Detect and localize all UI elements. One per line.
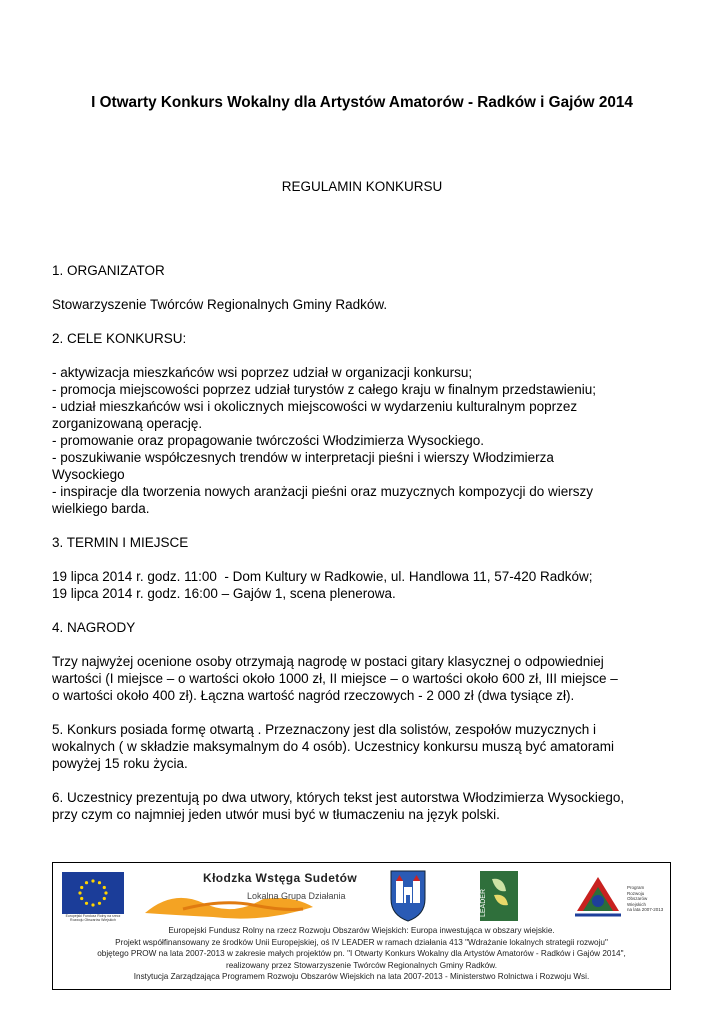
kws-title: Kłodzka Wstęga Sudetów xyxy=(203,871,358,885)
section-2-line: - aktywizacja mieszkańców wsi poprzez udział w organizacji konkursu; xyxy=(52,365,473,380)
section-5-line: 5. Konkurs posiada formę otwartą . Przeznaczony jest dla solistów, zespołów muzycznych i xyxy=(52,722,596,737)
section-4-line: Trzy najwyżej ocenione osoby otrzymają nagrodę w postaci gitary klasycznej o odpowiedniej xyxy=(52,654,604,669)
prow-caption: Program Rozwoju Obszarów Wiejskich na lata 2007-2013 xyxy=(627,885,664,912)
funding-line: Instytucja Zarządzająca Programem Rozwoju Obszarów Wiejskich na lata 2007-2013 - Ministerstwo Rolnictwa i Rozwoju Wsi. xyxy=(133,972,590,982)
eu-flag-icon xyxy=(62,872,124,914)
funding-line: realizowany przez Stowarzyszenie Twórców Regionalnych Gminy Radków. xyxy=(225,960,498,970)
kws-subtitle: Lokalna Grupa Działania xyxy=(247,891,346,901)
section-2-line: - poszukiwanie współczesnych trendów w interpretacji pieśni i wierszy Włodzimierza xyxy=(52,450,554,465)
section-2-heading: 2. CELE KONKURSU: xyxy=(52,331,187,346)
funding-line: Projekt współfinansowany ze środków Unii Europejskiej, oś IV LEADER w ramach działania 413 "Wdrażanie lokalnych strategii rozwoju" xyxy=(115,937,608,947)
section-2-line: zorganizowaną operację. xyxy=(52,416,203,431)
section-1-heading: 1. ORGANIZATOR xyxy=(52,263,165,278)
section-2-line: - udział mieszkańców wsi i okolicznych miejscowości w wydarzeniu kulturalnym poprzez xyxy=(52,399,578,414)
section-2-line: - promocja miejscowości poprzez udział turystów z całego kraju w finalnym przedstawieniu; xyxy=(52,382,596,397)
funding-footer xyxy=(52,862,671,990)
section-3-line: 19 lipca 2014 r. godz. 11:00 - Dom Kultury w Radkowie, ul. Handlowa 11, 57-420 Radków; xyxy=(52,569,593,584)
section-4-line: o wartości około 400 zł). Łączna wartość nagród rzeczowych - 2 000 zł (dwa tysiące zł). xyxy=(52,688,575,703)
footer-logos xyxy=(53,863,670,925)
funding-text xyxy=(53,925,670,983)
eu-caption: Europejski Fundusz Rolny na rzecz Rozwoju Obszarów Wiejskich xyxy=(65,914,121,922)
prow-logo-icon xyxy=(573,871,623,921)
leader-text: LEADER xyxy=(480,888,487,917)
section-4-line: wartości (I miejsce – o wartości około 1000 zł, II miejsce – o wartości około 600 zł, III miejsce – xyxy=(52,671,618,686)
section-3-line: 19 lipca 2014 r. godz. 16:00 – Gajów 1, scena plenerowa. xyxy=(52,586,396,601)
radkow-crest-icon xyxy=(389,869,427,923)
document-title: I Otwarty Konkurs Wokalny dla Artystów Amatorów - Radków i Gajów 2014 xyxy=(91,94,633,111)
kws-logo xyxy=(143,869,373,925)
section-6-line: 6. Uczestnicy prezentują po dwa utwory, których tekst jest autorstwa Włodzimierza Wysockiego, xyxy=(52,790,625,805)
section-2-line: wielkiego barda. xyxy=(52,501,150,516)
section-2-line: Wysockiego xyxy=(52,467,125,482)
section-2-line: - inspiracje dla tworzenia nowych aranżacji pieśni oraz muzycznych kompozycji do wierszy xyxy=(52,484,593,499)
section-6-line: przy czym co najmniej jeden utwór musi być w tłumaczeniu na język polski. xyxy=(52,807,500,822)
section-1-text: Stowarzyszenie Twórców Regionalnych Gminy Radków. xyxy=(52,297,388,312)
section-5-line: powyżej 15 roku życia. xyxy=(52,756,188,771)
document-subtitle: REGULAMIN KONKURSU xyxy=(281,179,443,194)
section-5-line: wokalnych ( w składzie maksymalnym do 4 osób). Uczestnicy konkursu muszą być amatorami xyxy=(52,739,614,754)
section-2-line: - promowanie oraz propagowanie twórczości Włodzimierza Wysockiego. xyxy=(52,433,485,448)
regulations-body xyxy=(52,262,677,823)
section-4-heading: 4. NAGRODY xyxy=(52,620,136,635)
section-3-heading: 3. TERMIN I MIEJSCE xyxy=(52,535,189,550)
funding-line: Europejski Fundusz Rolny na rzecz Rozwoju Obszarów Wiejskich: Europa inwestująca w obszary wiejskie. xyxy=(168,926,555,935)
leader-logo-icon xyxy=(480,871,518,921)
funding-line: objętego PROW na lata 2007-2013 w zakresie małych projektów pn. "I Otwarty Konkurs Wokalny dla Artystów Amatorów - Radków i Gajów 2014", xyxy=(97,949,626,959)
